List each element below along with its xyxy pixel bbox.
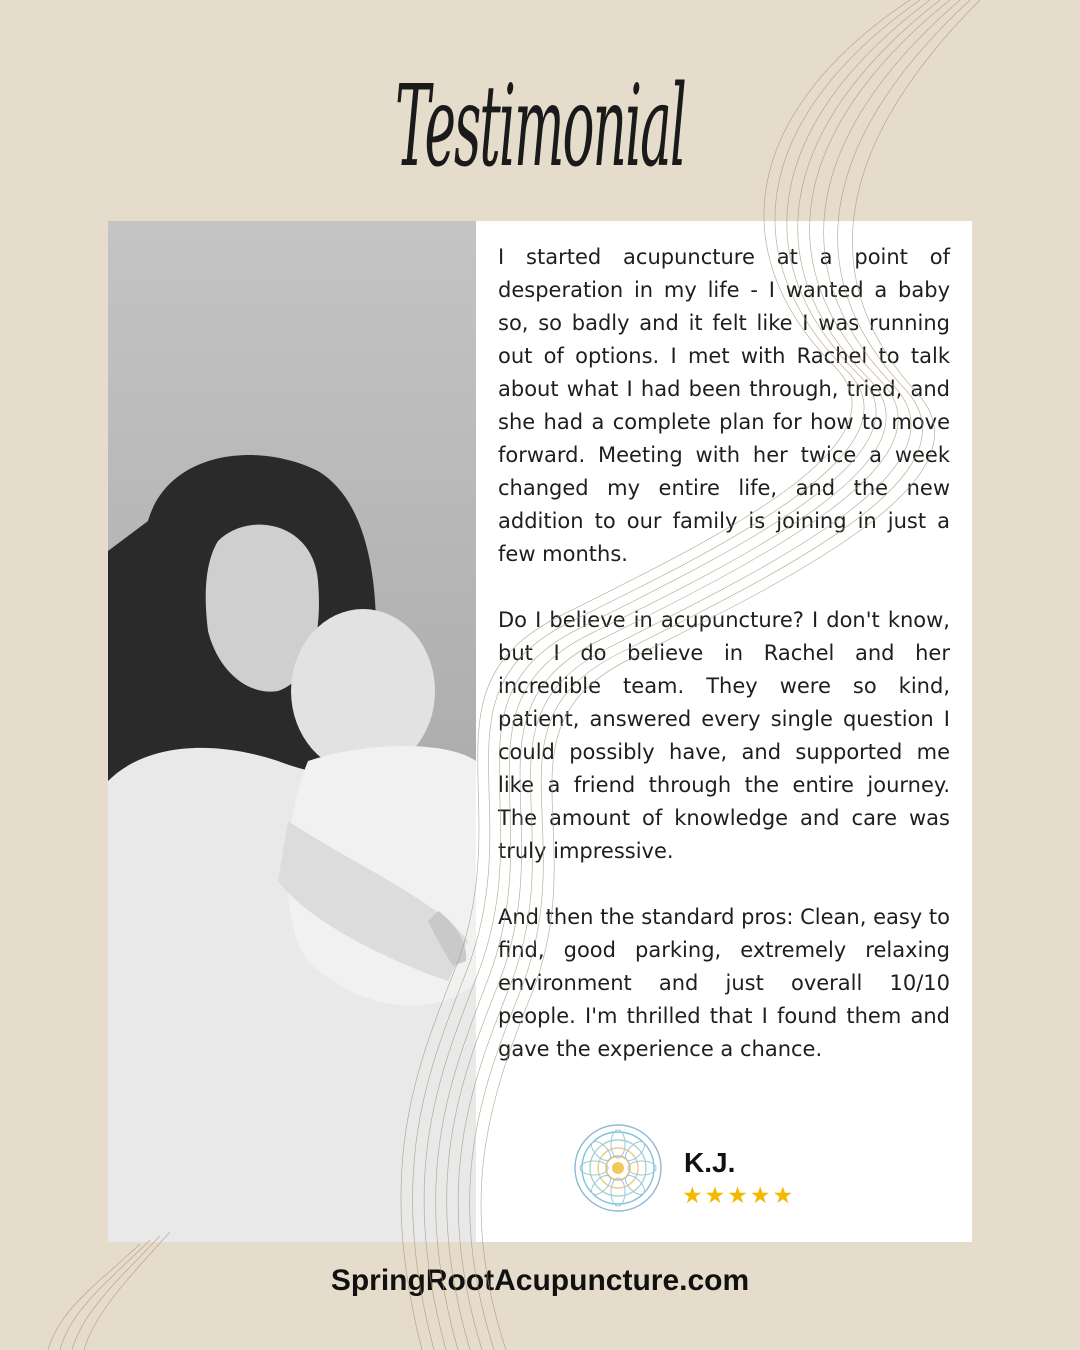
photo-illustration xyxy=(108,221,476,1242)
testimonial-card xyxy=(108,221,972,1242)
testimonial-paragraph: And then the standard pros: Clean, easy to find, good parking, extremely relaxing environment and just overall 10/10 people. I'm thrilled that I found them and gave the experience a chance. xyxy=(498,905,950,1061)
page-title xyxy=(0,40,1080,220)
rating-stars: ★★★★★ xyxy=(682,1183,796,1209)
testimonial-text xyxy=(498,241,950,1099)
mother-holding-baby-photo xyxy=(108,221,476,1242)
svg-text:Testimonial: Testimonial xyxy=(395,62,686,192)
author-name: K.J. xyxy=(684,1147,736,1178)
website-link[interactable]: SpringRootAcupuncture.com xyxy=(330,1264,750,1297)
mandala-logo-icon xyxy=(572,1122,664,1214)
testimonial-paragraph: Do I believe in acupuncture? I don't know, but I do believe in Rachel and her incredible team. They were so kind, patient, answered every single question I could possibly have, and supported me like a friend through the entire journey. The amount of knowledge and care was truly impressive. xyxy=(498,608,950,863)
testimonial-paragraph: I started acupuncture at a point of desperation in my life - I wanted a baby so, so badly and it felt like I was running out of options. I met with Rachel to talk about what I had been through, tried, and she had a complete plan for how to move forward. Meeting with her twice a week changed my entire life, and the new addition to our family is joining in just a few months. xyxy=(498,245,950,566)
